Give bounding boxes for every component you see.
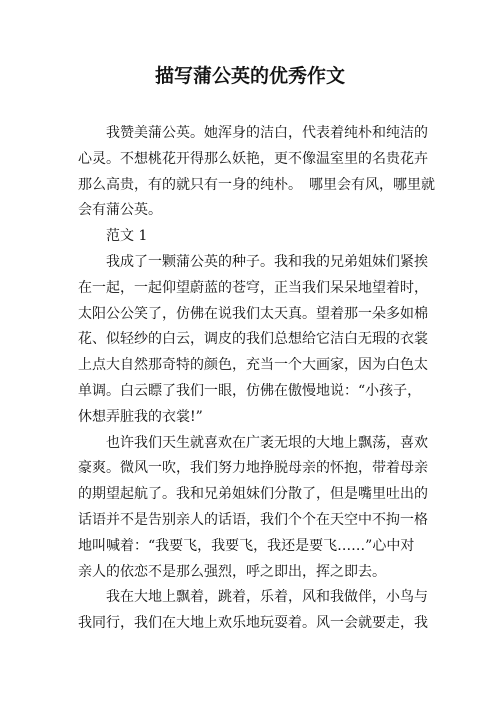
text-line: 的期望起航了。我和兄弟姐妹们分散了，但是嘴里吐出的 <box>78 486 428 503</box>
text-line: 会有蒲公英。 <box>78 202 162 219</box>
text-line: 我在大地上飘着，跳着，乐着，风和我做伴，小鸟与 <box>106 589 428 606</box>
text-line: 范文 1 <box>106 228 148 245</box>
text-line: 地叫喊着：“我要飞，我要飞，我还是要飞……”心中对 <box>78 537 415 554</box>
text-line: 心灵。不想桃花开得那么妖艳，更不像温室里的名贵花卉 <box>78 150 428 167</box>
text-line: 上点大自然那奇特的颜色，充当一个大画家，因为白色太 <box>78 357 428 374</box>
text-line: 单调。白云瞟了我们一眼，仿佛在傲慢地说：“小孩子， <box>78 382 422 399</box>
text-line: 太阳公公笑了，仿佛在说我们太天真。望着那一朵多如棉 <box>78 305 428 322</box>
text-line: 在一起，一起仰望蔚蓝的苍穹，正当我们呆呆地望着时， <box>78 279 428 296</box>
text-line: 亲人的依恋不是那么强烈，呼之即出，挥之即去。 <box>78 563 386 580</box>
text-line: 我赞美蒲公英。她浑身的洁白，代表着纯朴和纯洁的 <box>106 125 428 141</box>
text-line: 话语并不是告别亲人的话语，我们个个在天空中不拘一格 <box>78 511 428 528</box>
text-line: 豪爽。微风一吹，我们努力地挣脱母亲的怀抱，带着母亲 <box>78 460 428 477</box>
text-line: 花、似轻纱的白云，调皮的我们总想给它洁白无瑕的衣裳 <box>78 331 428 348</box>
text-line: 我同行，我们在大地上欢乐地玩耍着。风一会就要走，我 <box>78 615 428 632</box>
document-body <box>78 121 435 637</box>
text-line: 也许我们天生就喜欢在广袤无垠的大地上飘荡，喜欢 <box>106 434 428 451</box>
text-line: 休想弄脏我的衣裳!” <box>78 408 203 425</box>
text-line: 那么高贵，有的就只有一身的纯朴。 哪里会有风，哪里就 <box>78 176 435 193</box>
text-line: 我成了一颗蒲公英的种子。我和我的兄弟姐妹们紧挨 <box>106 253 428 270</box>
document-title: 描写蒲公英的优秀作文 <box>154 65 345 87</box>
